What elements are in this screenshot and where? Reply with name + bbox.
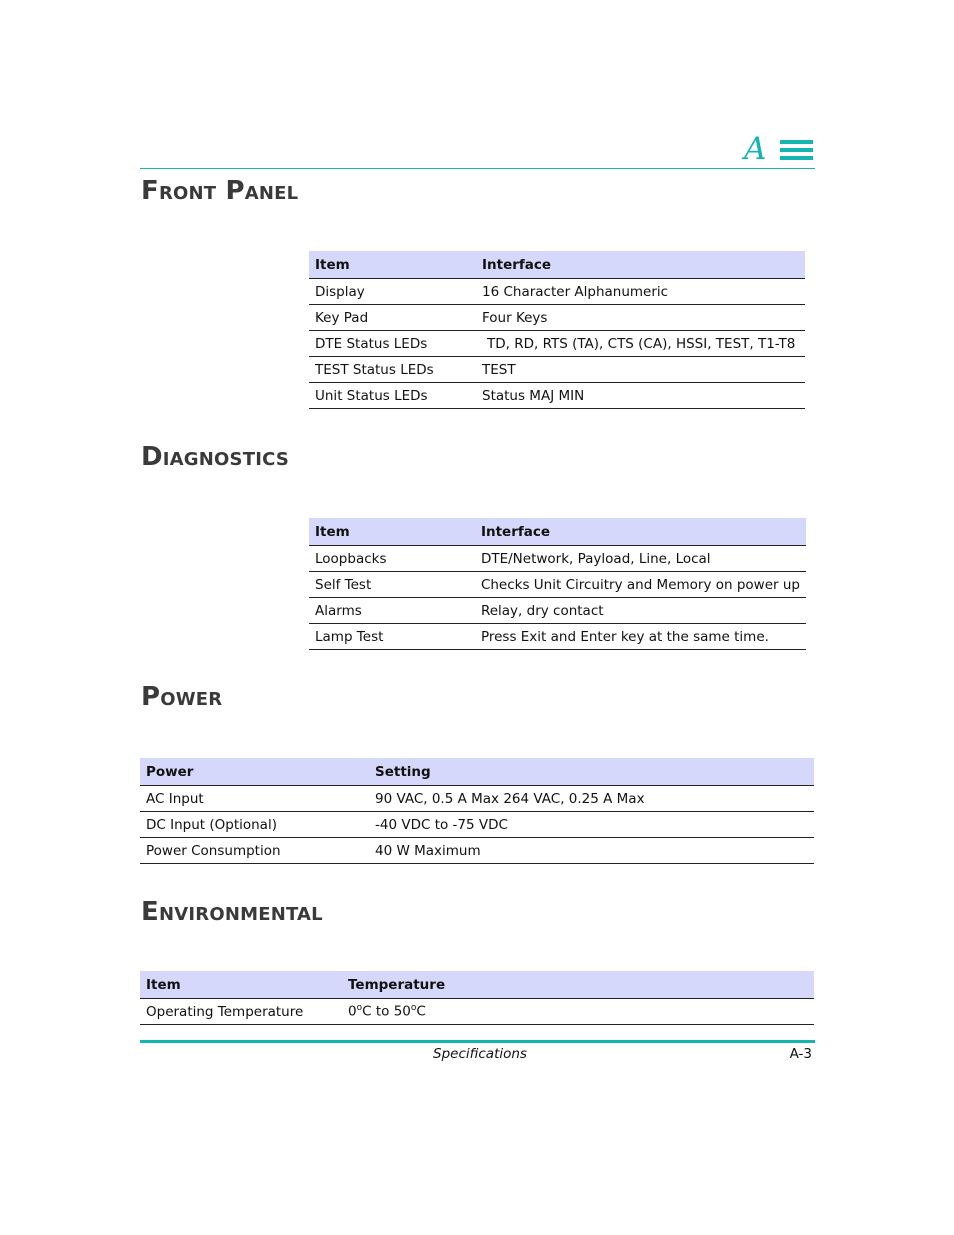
temp-unit: C <box>362 1003 372 1020</box>
temp-low: 0 <box>348 1003 357 1020</box>
column-header-temperature: Temperature <box>342 971 814 999</box>
table-cell: 40 W Maximum <box>369 838 814 864</box>
diagnostics-table <box>309 518 806 650</box>
table-row <box>309 572 806 598</box>
table-row <box>309 383 805 409</box>
table-cell: Display <box>309 279 476 305</box>
column-header-setting: Setting <box>369 758 814 786</box>
table-cell: Checks Unit Circuitry and Memory on power up <box>475 572 806 598</box>
power-table <box>140 758 814 864</box>
table-cell: Press Exit and Enter key at the same time. <box>475 624 806 650</box>
table-cell: Alarms <box>309 598 475 624</box>
table-row <box>309 624 806 650</box>
temp-unit: C <box>416 1003 426 1020</box>
table-cell: -40 VDC to -75 VDC <box>369 812 814 838</box>
table-row <box>309 546 806 572</box>
column-header-interface: Interface <box>475 518 806 546</box>
degree-symbol: o <box>356 1003 363 1014</box>
chapter-letter: A <box>744 131 767 167</box>
table-row <box>140 812 814 838</box>
temperature-range <box>342 999 814 1025</box>
table-row <box>140 999 814 1025</box>
section-title-power: Power <box>141 682 223 712</box>
table-row <box>309 305 805 331</box>
table-cell: Power Consumption <box>140 838 369 864</box>
table-row <box>309 598 806 624</box>
environmental-table <box>140 971 814 1025</box>
table-cell: Unit Status LEDs <box>309 383 476 409</box>
header-rule <box>140 168 815 169</box>
footer-rule <box>140 1040 815 1043</box>
table-cell: Key Pad <box>309 305 476 331</box>
table-cell: Loopbacks <box>309 546 475 572</box>
table-cell: Status MAJ MIN <box>476 383 805 409</box>
table-row <box>309 357 805 383</box>
column-header-interface: Interface <box>476 251 805 279</box>
table-cell: 90 VAC, 0.5 A Max 264 VAC, 0.25 A Max <box>369 786 814 812</box>
section-title-front-panel: Front Panel <box>141 176 299 206</box>
table-row <box>140 838 814 864</box>
section-title-environmental: Environmental <box>141 897 323 927</box>
table-cell: Lamp Test <box>309 624 475 650</box>
table-row <box>140 786 814 812</box>
table-cell: Relay, dry contact <box>475 598 806 624</box>
front-panel-table <box>309 251 805 409</box>
table-row <box>309 331 805 357</box>
table-cell: DTE Status LEDs <box>309 331 476 357</box>
temp-high: 50 <box>393 1003 411 1020</box>
degree-symbol: o <box>410 1003 417 1014</box>
chapter-tab <box>744 131 816 168</box>
table-cell: DC Input (Optional) <box>140 812 369 838</box>
table-cell: Self Test <box>309 572 475 598</box>
footer-title: Specifications <box>433 1046 527 1062</box>
page-number: A-3 <box>789 1046 812 1062</box>
temp-to: to <box>375 1003 390 1020</box>
column-header-item: Item <box>140 971 342 999</box>
table-cell: TEST Status LEDs <box>309 357 476 383</box>
table-cell: TEST <box>476 357 805 383</box>
chapter-bars-icon <box>780 140 813 164</box>
table-cell: Four Keys <box>476 305 805 331</box>
table-row <box>309 279 805 305</box>
table-cell: DTE/Network, Payload, Line, Local <box>475 546 806 572</box>
column-header-power: Power <box>140 758 369 786</box>
section-title-diagnostics: Diagnostics <box>141 442 289 472</box>
column-header-item: Item <box>309 518 475 546</box>
table-cell: TD, RD, RTS (TA), CTS (CA), HSSI, TEST, T1-T8 <box>476 331 805 357</box>
table-cell: 16 Character Alphanumeric <box>476 279 805 305</box>
table-cell: Operating Temperature <box>140 999 342 1025</box>
column-header-item: Item <box>309 251 476 279</box>
table-cell: AC Input <box>140 786 369 812</box>
